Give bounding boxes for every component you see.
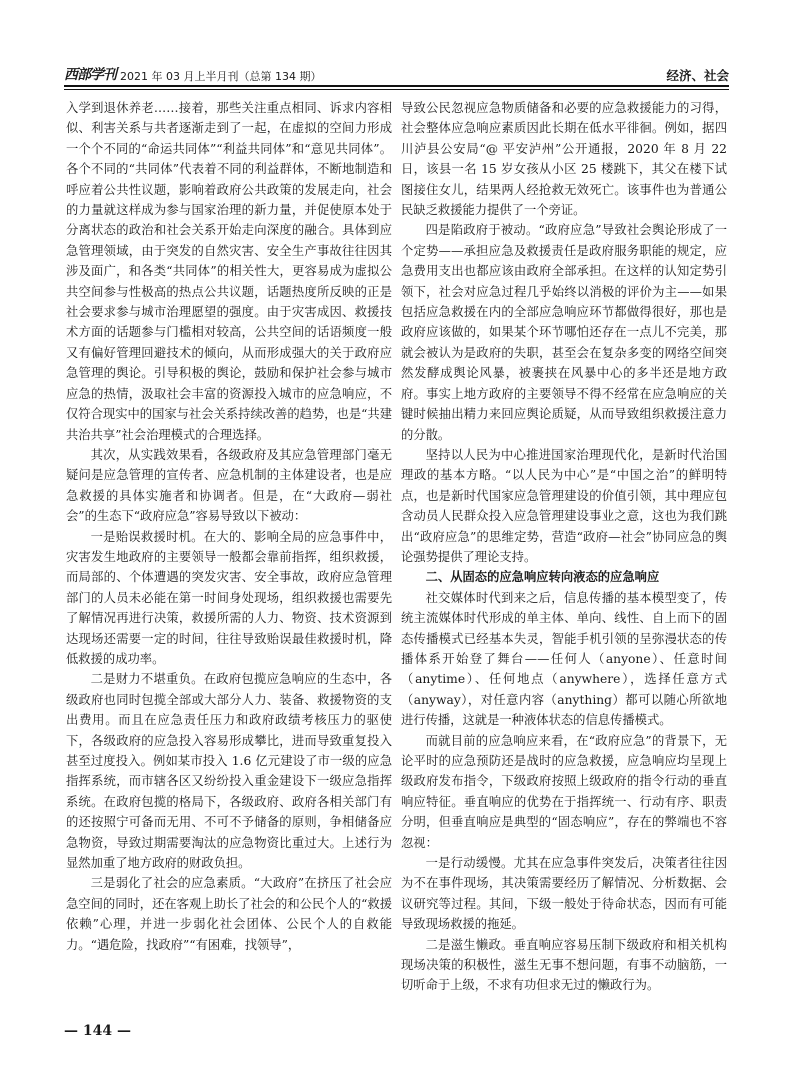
paragraph: 二是滋生懒政。垂直响应容易压制下级政府和相关机构现场决策的积极性，滋生无事不想问题，有事不动脑筋，一切听命于上级，不求有功但求无过的懒政行为。 (401, 937, 727, 993)
header-rule-thick (64, 85, 729, 87)
paragraph: 而就目前的应急响应来看，在“政府应急”的背景下，无论平时的应急预防还是战时的应急救援，应急响应均呈现上级政府发布指令，下级政府按照上级政府的指令行动的垂直响应特征。垂直响应的优势在于指挥统一、行动有序、职责分明，但垂直响应是典型的“固态响应”，存在的弊端也不容忽视： (401, 733, 727, 850)
paragraph: 入学到退休养老……接着，那些关注重点相同、诉求内容相似、利害关系与共者逐渐走到了一起，在虚拟的空间力形成一个个不同的“命运共同体”“利益共同体”和“意见共同体”。各个不同的“共同体”代表着不同的利益群体，不断地制造和呼应着公共性议题，影响着政府公共政策的发展走向，社会的力量就这样成为参与国家治理的新力量，并促使原本处于分离状态的政治和社会关系开始走向深度的融合。具体到应急管理领域，由于突发的自然灾害、安全生产事故往往因其涉及面广，和各类“共同体”的相关性大，更容易成为虚拟公共空间参与性极高的热点公共议题，话题热度所反映的正是社会要求参与城市治理愿望的强度。由于灾害成因、救援技术方面的话题参与门槛相对较高，公共空间的话语频度一般又有偏好管理回避技术的倾向，从而形成强大的关于政府应急管理的舆论。引导积极的舆论，鼓励和保护社会参与城市应急的热情，汲取社会丰富的资源投入城市的应急响应，不仅符合现实中的国家与社会关系持续改善的趋势，也是“共建共治共享”社会治理模式的合理选择。 (66, 101, 393, 442)
section-heading: 二、从固态的应急响应转向液态的应急响应 (425, 570, 660, 585)
left-column (66, 98, 392, 955)
paragraph: 三是弱化了社会的应急素质。“大政府”在挤压了社会应急空间的同时，还在客观上助长了社会的和公民个人的“救援依赖”心理，并进一步弱化社会团体、公民个人的自救能力。“遇危险，找政府”“有困难，找领导”， (66, 876, 393, 952)
header-rule-thin (64, 89, 729, 90)
paragraph: 一是贻误救援时机。在大的、影响全局的应急事件中，灾害发生地政府的主要领导一般都会靠前指挥，组织救援，而局部的、个体遭遇的突发灾害、安全事故，政府应急管理部门的人员未必能在第一时间身处现场，组织救援也需要先了解情况再进行决策，救援所需的人力、物资、技术资源到达现场还需要一定的时间，往往导致贻误最佳救援时机，降低救援的成功率。 (66, 529, 392, 666)
paragraph: 其次，从实践效果看，各级政府及其应急管理部门毫无疑问是应急管理的宣传者、应急机制的主体建设者，也是应急救援的具体实施者和协调者。但是，在“大政府—弱社会”的生态下“政府应急”容易导致以下被动： (66, 447, 392, 524)
page-number: — 144 — (64, 1023, 131, 1039)
paragraph: 坚持以人民为中心推进国家治理现代化，是新时代治国理政的基本方略。“以人民为中心”是“中国之治”的鲜明特点，也是新时代国家应急管理建设的价值引领，其中理应包含动员人民群众投入应急管理建设事业之意，这也为我们跳出“政府应急”的思维定势，营造“政府—社会”协同应急的舆论强势提供了理论支持。 (401, 447, 727, 564)
issue-info: 2021 年 03 月上半月刊（总第 134 期） (120, 70, 322, 83)
running-header (64, 62, 729, 84)
right-column (401, 98, 727, 996)
paragraph: 四是陷政府于被动。“政府应急”导致社会舆论形成了一个定势——承担应急及救援责任是政府服务职能的规定，应急费用支出也都应该由政府全部承担。在这样的认知定势引领下，社会对应急过程几乎始终以消极的评价为主——如果包括应急救援在内的全部应急响应环节都做得很好，那也是政府应该做的，如果某个环节哪怕还存在一点儿不完美，那就会被认为是政府的失职，甚至会在复杂多变的网络空间突然发酵成舆论风暴，被裹挟在风暴中心的多半还是地方政府。事实上地方政府的主要领导不得不经常在应急响应的关键时候抽出精力来回应舆论质疑，从而导致组织救援注意力的分散。 (401, 223, 727, 442)
header-left (64, 64, 321, 84)
paragraph: 一是行动缓慢。尤其在应急事件突发后，决策者往往因为不在事件现场，其决策需要经历了解情况、分析数据、会议研究等过程。其间，下级一般处于待命状态，因而有可能导致现场救援的拖延。 (401, 856, 727, 932)
paragraph: 导致公民忽视应急物质储备和必要的应急救援能力的习得，社会整体应急响应素质因此长期在低水平徘徊。例如，据四川泸县公安局“@ 平安泸州”公开通报，2020 年 8 月 22 日，该县一名 15 岁女孩从小区 25 楼跳下，其父在楼下试图接住女儿，结果两人经抢救无效死亡。该事件也为普通公民缺乏救援能力提供了一个旁证。 (401, 101, 727, 218)
journal-logo: 西部学刊 (64, 67, 116, 83)
paragraph: 社交媒体时代到来之后，信息传播的基本模型变了，传统主流媒体时代形成的单主体、单向、线性、自上而下的固态传播模式已经基本失灵，智能手机引领的呈弥漫状态的传播体系开始登了舞台——任何人（anyone）、任意时间（anytime）、任何地点（anywhere），选择任意方式（anyway），对任意内容（anything）都可以随心所欲地进行传播，这就是一种液体状态的信息传播模式。 (401, 590, 727, 728)
paragraph: 二是财力不堪重负。在政府包揽应急响应的生态中，各级政府也同时包揽全部或大部分人力、装备、救援物资的支出费用。而且在应急责任压力和政府政绩考核压力的驱使下，各级政府的应急投入容易形成攀比，进而导致重复投入甚至过度投入。例如某市投入 1.6 亿元建设了市一级的应急指挥系统，而市辖各区又纷纷投入重金建设下一级应急指挥系统。在政府包揽的格局下，各级政府、政府各相关部门有的还按照宁可备而无用、不可不予储备的原则，争相储备应急物资，导致过期需要淘汰的应急物资比重过大。上述行为显然加重了地方政府的财政负担。 (66, 672, 392, 871)
section-title: 经济、社会 (666, 68, 729, 83)
